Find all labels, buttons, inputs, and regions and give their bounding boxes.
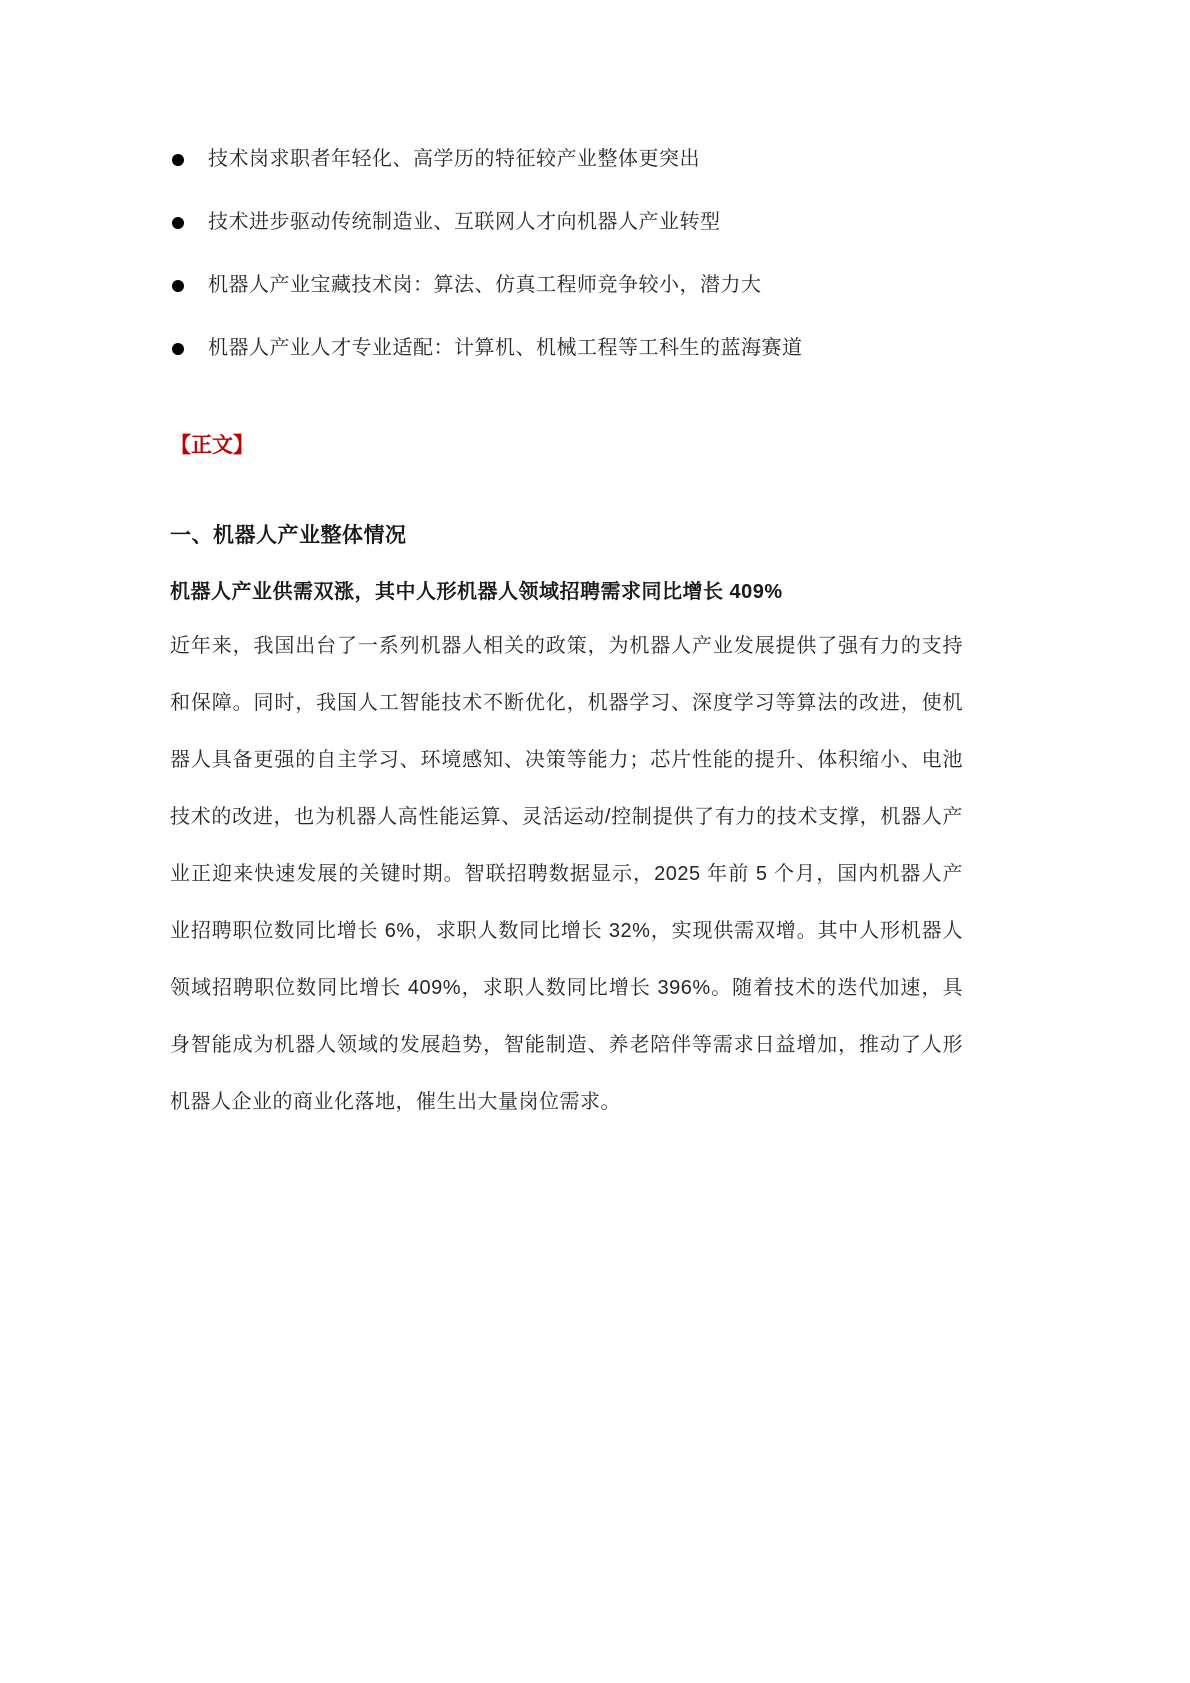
- list-item: [170, 146, 963, 173]
- bullet-text: 机器人产业人才专业适配：计算机、机械工程等工科生的蓝海赛道: [208, 337, 803, 359]
- list-item: [170, 209, 963, 236]
- bullet-icon: [172, 217, 184, 229]
- bullet-text: 技术进步驱动传统制造业、互联网人才向机器人产业转型: [208, 211, 721, 233]
- body-paragraph: 近年来，我国出台了一系列机器人相关的政策，为机器人产业发展提供了强有力的支持和保障。同时，我国人工智能技术不断优化，机器学习、深度学习等算法的改进，使机器人具备更强的自主学习、环境感知、决策等能力；芯片性能的提升、体积缩小、电池技术的改进，也为机器人高性能运算、灵活运动/控制提供了有力的技术支撑，机器人产业正迎来快速发展的关键时期。智联招聘数据显示，2025 年前 5 个月，国内机器人产业招聘职位数同比增长 6%，求职人数同比增长 32%，实现供需双增。其中人形机器人领域招聘职位数同比增长 409%，求职人数同比增长 396%。随着技术的迭代加速，具身智能成为机器人领域的发展趋势，智能制造、养老陪伴等需求日益增加，推动了人形机器人企业的商业化落地，催生出大量岗位需求。: [170, 635, 963, 1113]
- bullet-icon: [172, 280, 184, 292]
- section-heading: 一、机器人产业整体情况: [170, 524, 407, 547]
- paragraph-subheading: 机器人产业供需双涨，其中人形机器人领域招聘需求同比增长 409%: [170, 581, 783, 603]
- bullet-text: 机器人产业宝藏技术岗：算法、仿真工程师竞争较小，潜力大: [208, 274, 762, 296]
- bullet-icon: [172, 154, 184, 166]
- summary-bullet-list: [170, 146, 963, 362]
- list-item: [170, 272, 963, 299]
- list-item: [170, 335, 963, 362]
- bullet-text: 技术岗求职者年轻化、高学历的特征较产业整体更突出: [208, 148, 700, 170]
- section-marker: 【正文】: [170, 434, 254, 457]
- bullet-icon: [172, 343, 184, 355]
